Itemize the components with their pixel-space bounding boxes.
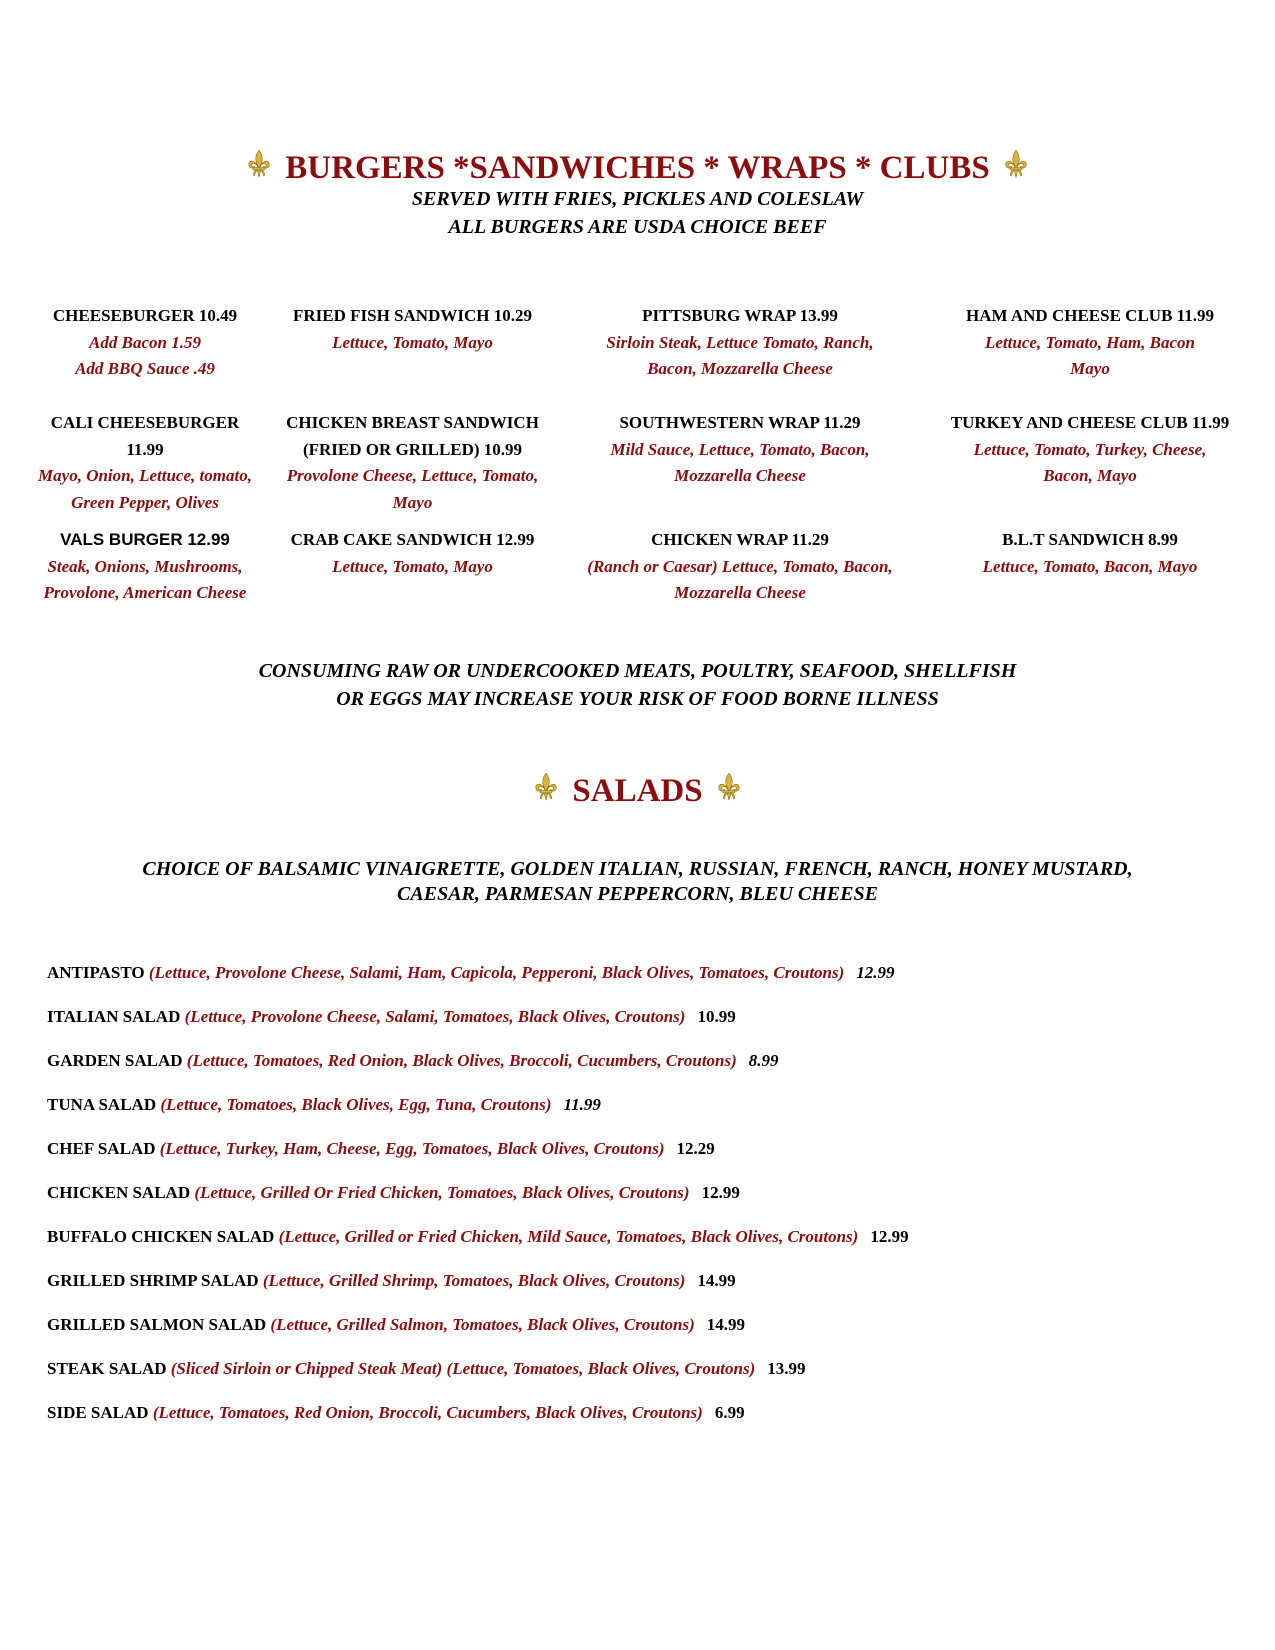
menu-item-cali-cheeseburger bbox=[10, 410, 280, 516]
item-price: 11.99 bbox=[126, 439, 164, 459]
item-desc: Mozzarella Cheese bbox=[674, 583, 806, 602]
item-desc: Bacon, Mayo bbox=[1043, 466, 1137, 485]
item-desc: Mayo bbox=[1070, 359, 1110, 378]
salad-item-chef bbox=[47, 1127, 1247, 1171]
salad-name: SIDE SALAD bbox=[47, 1403, 149, 1422]
salad-desc: (Lettuce, Provolone Cheese, Salami, Tomatoes, Black Olives, Croutons) bbox=[184, 1007, 686, 1026]
salad-desc: (Lettuce, Tomatoes, Red Onion, Broccoli, Cucumbers, Black Olives, Croutons) bbox=[152, 1403, 703, 1422]
salad-price: 12.29 bbox=[676, 1139, 715, 1158]
item-desc: Add Bacon 1.59 bbox=[89, 332, 201, 352]
salad-desc: (Lettuce, Tomatoes, Black Olives, Egg, Tuna, Croutons) bbox=[160, 1095, 552, 1114]
salad-item-tuna bbox=[47, 1083, 1247, 1127]
salad-price: 10.99 bbox=[697, 1007, 736, 1026]
salad-name: TUNA SALAD bbox=[47, 1095, 157, 1114]
item-name: SOUTHWESTERN WRAP 11.29 bbox=[619, 413, 861, 432]
item-name: VALS BURGER 12.99 bbox=[60, 530, 230, 549]
salad-item-side bbox=[47, 1391, 1247, 1435]
menu-item-southwestern-wrap bbox=[560, 410, 920, 490]
item-desc: Lettuce, Tomato, Ham, Bacon bbox=[985, 332, 1195, 352]
item-desc: Sirloin Steak, Lettuce Tomato, Ranch, bbox=[606, 332, 874, 352]
item-desc: Lettuce, Tomato, Bacon, Mayo bbox=[982, 556, 1198, 576]
salad-name: ANTIPASTO bbox=[47, 963, 145, 982]
salad-item-chicken bbox=[47, 1171, 1247, 1215]
burgers-subtitle-1: SERVED WITH FRIES, PICKLES AND COLESLAW bbox=[411, 188, 864, 210]
burgers-heading bbox=[0, 147, 1275, 187]
salad-item-buffalo-chicken bbox=[47, 1215, 1247, 1259]
salad-desc: (Lettuce, Turkey, Ham, Cheese, Egg, Tomatoes, Black Olives, Croutons) bbox=[159, 1139, 665, 1158]
item-desc: Green Pepper, Olives bbox=[71, 492, 219, 512]
salad-price: 6.99 bbox=[714, 1403, 745, 1422]
item-desc: Add BBQ Sauce .49 bbox=[75, 359, 215, 378]
item-name: CHICKEN BREAST SANDWICH bbox=[286, 413, 539, 432]
item-desc: (Ranch or Caesar) Lettuce, Tomato, Bacon, bbox=[587, 556, 893, 576]
salad-price: 12.99 bbox=[701, 1183, 740, 1202]
salad-desc: (Sliced Sirloin or Chipped Steak Meat) (Lettuce, Tomatoes, Black Olives, Croutons) bbox=[170, 1359, 756, 1378]
salad-item-steak bbox=[47, 1347, 1247, 1391]
salad-desc: (Lettuce, Provolone Cheese, Salami, Ham, Capicola, Pepperoni, Black Olives, Tomatoes, Croutons) bbox=[148, 963, 845, 982]
dressing-choices-line-1: CHOICE OF BALSAMIC VINAIGRETTE, GOLDEN ITALIAN, RUSSIAN, FRENCH, RANCH, HONEY MUSTARD, bbox=[142, 858, 1133, 880]
fleur-de-lis-icon bbox=[534, 772, 558, 802]
item-desc: Lettuce, Tomato, Mayo bbox=[332, 556, 493, 576]
menu-item-cheeseburger bbox=[10, 303, 280, 383]
salad-name: STEAK SALAD bbox=[47, 1359, 167, 1378]
salad-desc: (Lettuce, Tomatoes, Red Onion, Black Olives, Broccoli, Cucumbers, Croutons) bbox=[186, 1051, 737, 1070]
salad-item-grilled-shrimp bbox=[47, 1259, 1247, 1303]
salad-name: GRILLED SHRIMP SALAD bbox=[47, 1271, 259, 1290]
dressing-choices-line-2: CAESAR, PARMESAN PEPPERCORN, BLEU CHEESE bbox=[397, 883, 878, 905]
salad-desc: (Lettuce, Grilled Salmon, Tomatoes, Black Olives, Croutons) bbox=[270, 1315, 695, 1334]
menu-item-chicken-wrap bbox=[560, 527, 920, 607]
salad-price: 14.99 bbox=[706, 1315, 746, 1334]
fleur-de-lis-icon bbox=[1004, 149, 1028, 179]
salad-name: GRILLED SALMON SALAD bbox=[47, 1315, 267, 1334]
item-name: B.L.T SANDWICH 8.99 bbox=[1002, 530, 1178, 549]
salads-heading bbox=[0, 770, 1275, 810]
item-name: CRAB CAKE SANDWICH 12.99 bbox=[290, 530, 535, 549]
burgers-subtitle-2: ALL BURGERS ARE USDA CHOICE BEEF bbox=[448, 216, 827, 238]
salads-title: SALADS bbox=[572, 773, 703, 810]
salad-item-grilled-salmon bbox=[47, 1303, 1247, 1347]
salad-price: 14.99 bbox=[697, 1271, 736, 1290]
item-name: HAM AND CHEESE CLUB 11.99 bbox=[966, 306, 1214, 325]
item-name: PITTSBURG WRAP 13.99 bbox=[642, 306, 838, 325]
menu-item-ham-and-cheese-club bbox=[925, 303, 1255, 383]
salad-name: GARDEN SALAD bbox=[47, 1051, 183, 1070]
salad-item-antipasto bbox=[47, 951, 1247, 995]
fleur-de-lis-icon bbox=[717, 772, 741, 802]
salad-price: 13.99 bbox=[767, 1359, 806, 1378]
menu-item-crab-cake-sandwich bbox=[265, 527, 560, 580]
salad-name: CHEF SALAD bbox=[47, 1139, 156, 1158]
item-desc: Bacon, Mozzarella Cheese bbox=[647, 359, 833, 378]
food-safety-warning-line-1: CONSUMING RAW OR UNDERCOOKED MEATS, POULTRY, SEAFOOD, SHELLFISH bbox=[258, 660, 1017, 682]
menu-item-turkey-and-cheese-club bbox=[925, 410, 1255, 490]
item-desc: Mozzarella Cheese bbox=[674, 466, 806, 485]
menu-item-blt-sandwich bbox=[925, 527, 1255, 580]
menu-item-vals-burger bbox=[10, 527, 280, 607]
item-name: CHICKEN WRAP 11.29 bbox=[651, 530, 829, 549]
fleur-de-lis-icon bbox=[247, 149, 271, 179]
item-name: TURKEY AND CHEESE CLUB 11.99 bbox=[950, 413, 1230, 432]
salad-price: 8.99 bbox=[748, 1051, 779, 1070]
item-desc: Mild Sauce, Lettuce, Tomato, Bacon, bbox=[610, 439, 870, 459]
food-safety-warning-line-2: OR EGGS MAY INCREASE YOUR RISK OF FOOD BORNE ILLNESS bbox=[336, 688, 939, 710]
salad-price: 12.99 bbox=[856, 963, 895, 982]
salad-item-garden bbox=[47, 1039, 1247, 1083]
item-desc: Steak, Onions, Mushrooms, bbox=[47, 556, 243, 576]
item-name: FRIED FISH SANDWICH 10.29 bbox=[293, 306, 532, 325]
menu-item-chicken-breast-sandwich bbox=[265, 410, 560, 516]
salad-price: 11.99 bbox=[563, 1095, 601, 1114]
salad-name: ITALIAN SALAD bbox=[47, 1007, 181, 1026]
item-desc: Provolone Cheese, Lettuce, Tomato, bbox=[286, 466, 539, 485]
item-name: CHEESEBURGER 10.49 bbox=[52, 306, 238, 325]
salad-name: BUFFALO CHICKEN SALAD bbox=[47, 1227, 275, 1246]
item-desc: Mayo, Onion, Lettuce, tomato, bbox=[38, 466, 252, 485]
salad-price: 12.99 bbox=[870, 1227, 909, 1246]
salad-desc: (Lettuce, Grilled Shrimp, Tomatoes, Black Olives, Croutons) bbox=[262, 1271, 686, 1290]
menu-item-fried-fish-sandwich bbox=[265, 303, 560, 356]
salad-desc: (Lettuce, Grilled Or Fried Chicken, Tomatoes, Black Olives, Croutons) bbox=[194, 1183, 690, 1202]
item-name-2: (FRIED OR GRILLED) 10.99 bbox=[302, 439, 523, 459]
item-desc: Lettuce, Tomato, Turkey, Cheese, bbox=[973, 439, 1207, 459]
salad-item-italian bbox=[47, 995, 1247, 1039]
item-desc: Provolone, American Cheese bbox=[43, 583, 247, 602]
item-desc: Lettuce, Tomato, Mayo bbox=[332, 332, 493, 352]
item-name: CALI CHEESEBURGER bbox=[50, 413, 240, 432]
menu-item-pittsburg-wrap bbox=[560, 303, 920, 383]
item-desc: Mayo bbox=[392, 492, 433, 512]
salad-desc: (Lettuce, Grilled or Fried Chicken, Mild Sauce, Tomatoes, Black Olives, Croutons) bbox=[278, 1227, 859, 1246]
burgers-title: BURGERS *SANDWICHES * WRAPS * CLUBS bbox=[285, 150, 990, 187]
salad-list bbox=[47, 951, 1247, 1435]
salad-name: CHICKEN SALAD bbox=[47, 1183, 191, 1202]
